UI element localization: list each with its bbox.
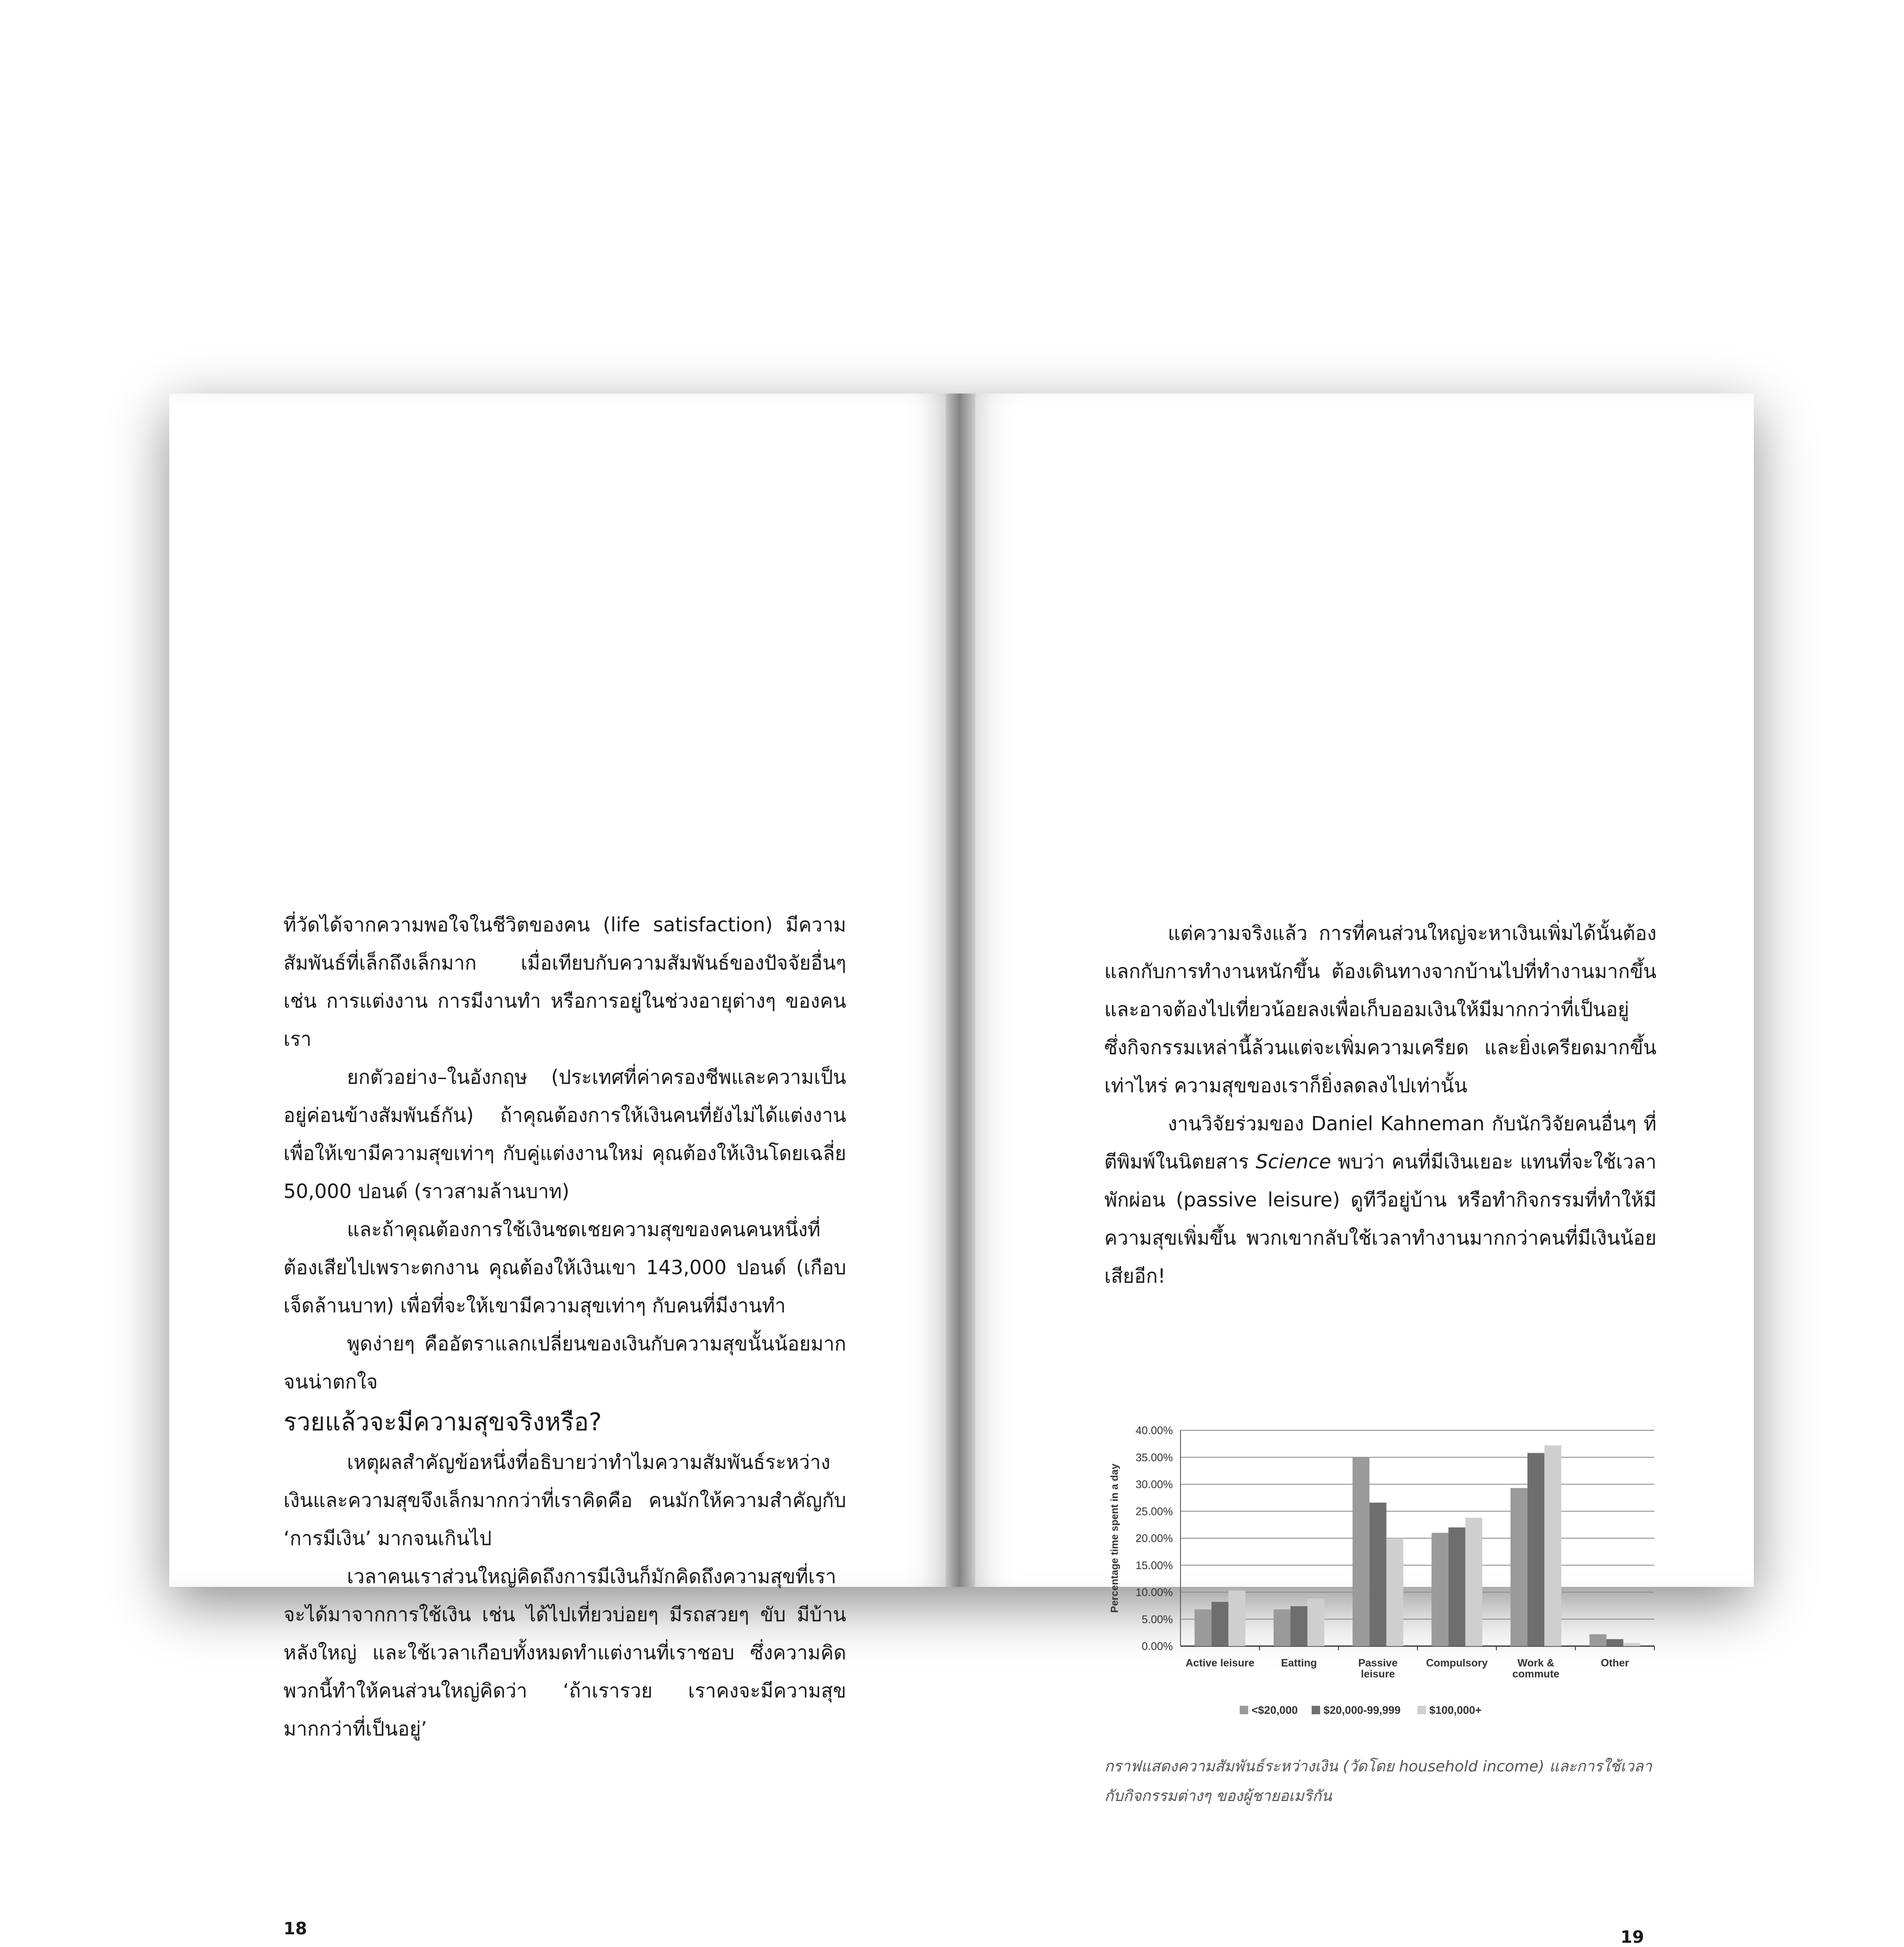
left-text-block: [283, 906, 846, 1748]
bar: [1511, 1488, 1527, 1646]
bar: [1290, 1606, 1307, 1646]
x-tick-label: Eatting: [1281, 1657, 1317, 1669]
x-tick-label: Other: [1601, 1657, 1629, 1669]
left-paragraph-3: และถ้าคุณต้องการใช้เงินชดเชยความสุขของคนคนหนึ่งที่ต้องเสียไปเพราะตกงาน คุณต้องให้เงินเขา 143,000 ปอนด์ (เกือบเจ็ดล้านบาท) เพื่อที่จะให้เขามีความสุขเท่าๆ กับคนที่มีงานทำ: [283, 1218, 846, 1317]
bar: [1194, 1609, 1211, 1646]
journal-name: Science: [1255, 1150, 1331, 1173]
x-tick-label: Work &: [1517, 1657, 1555, 1669]
bar: [1228, 1591, 1245, 1646]
y-axis-title: Percentage time spent in a day: [1109, 1463, 1120, 1613]
bar: [1544, 1446, 1561, 1646]
left-paragraph-5: เหตุผลสำคัญข้อหนึ่งที่อธิบายว่าทำไมความสัมพันธ์ระหว่างเงินและความสุขจึงเล็กมากกว่าที่เราคิดคือ คนมักให้ความสำคัญกับ ‘การมีเงิน’ มากจนเกินไป: [283, 1451, 846, 1550]
x-tick-label: Compulsory: [1426, 1657, 1488, 1669]
x-tick-label: commute: [1512, 1668, 1560, 1680]
bar: [1448, 1528, 1465, 1647]
right-paragraph-2: [1104, 1104, 1656, 1295]
legend-label: <$20,000: [1252, 1704, 1298, 1716]
bar: [1623, 1643, 1640, 1646]
bar: [1590, 1634, 1607, 1646]
y-tick-label: 35.00%: [1135, 1451, 1173, 1464]
bar-chart: [1104, 1422, 1663, 1727]
right-paragraph-2-part-1: งานวิจัยร่วมของ Daniel Kahneman กับนักวิจัยคนอื่นๆ ที่ตีพิมพ์ในนิตยสาร: [1104, 1112, 1656, 1173]
bar: [1211, 1602, 1228, 1646]
legend-swatch: [1240, 1706, 1248, 1714]
y-tick-label: 40.00%: [1135, 1424, 1173, 1437]
y-tick-label: 10.00%: [1135, 1586, 1173, 1599]
legend-swatch: [1417, 1706, 1426, 1714]
left-page: [169, 394, 960, 1939]
y-tick-label: 30.00%: [1135, 1478, 1173, 1491]
left-paragraph-6: เวลาคนเราส่วนใหญ่คิดถึงการมีเงินก็มักคิดถึงความสุขที่เราจะได้มาจากการใช้เงิน เช่น ได้ไปเที่ยวบ่อยๆ มีรถสวยๆ ขับ มีบ้านหลังใหญ่ และใช้เวลาเกือบทั้งหมดทำแต่งานที่เราชอบ ซึ่งความคิดพวกนี้ทำให้คนส่วนใหญ่คิดว่า ‘ถ้าเรารวย เราคงจะมีความสุขมากกว่าที่เป็นอยู่’: [283, 1565, 846, 1740]
x-tick-label: Active leisure: [1186, 1657, 1255, 1669]
right-paragraph-2-part-2: พบว่า คนที่มีเงินเยอะ แทนที่จะใช้เวลาพักผ่อน (passive leisure) ดูทีวีอยู่บ้าน หรือทำกิจกรรมที่ทำให้มีความสุขเพิ่มขึ้น พวกเขากลับใช้เวลาทำงานมากกว่าคนที่มีเงินน้อยเสียอีก!: [1104, 1150, 1656, 1287]
page-number-right: 19: [1621, 1928, 1644, 1947]
book-spine: [946, 394, 975, 1587]
x-tick-label: leisure: [1361, 1668, 1395, 1680]
bar: [1527, 1453, 1544, 1646]
y-tick-label: 20.00%: [1135, 1532, 1173, 1545]
right-paragraph-1: แต่ความจริงแล้ว การที่คนส่วนใหญ่จะหาเงินเพิ่มได้นั้นต้องแลกกับการทำงานหนักขึ้น ต้องเดินทางจากบ้านไปที่ทำงานมากขึ้น และอาจต้องไปเที่ยวน้อยลงเพื่อเก็บออมเงินให้มีมากกว่าที่เป็นอยู่ ซึ่งกิจกรรมเหล่านี้ล้วนแต่จะเพิ่มความเครียด และยิ่งเครียดมากขึ้นเท่าไหร่ ความสุขของเราก็ยิ่งลดลงไปเท่านั้น: [1104, 922, 1656, 1097]
legend-label: $20,000-99,999: [1323, 1704, 1401, 1716]
legend-label: $100,000+: [1429, 1704, 1482, 1716]
page-number-left: 18: [283, 1919, 307, 1939]
bar: [1370, 1503, 1387, 1646]
y-tick-label: 5.00%: [1142, 1613, 1173, 1626]
right-page: [960, 394, 1754, 1947]
section-heading: รวยแล้วจะมีความสุขจริงหรือ?: [283, 1407, 602, 1436]
bar: [1387, 1538, 1403, 1646]
x-tick-label: Passive: [1358, 1657, 1398, 1669]
left-paragraph-4: พูดง่ายๆ คืออัตราแลกเปลี่ยนของเงินกับความสุขนั้นน้อยมากจนน่าตกใจ: [283, 1332, 846, 1393]
left-paragraph-1: ที่วัดได้จากความพอใจในชีวิตของคน (life satisfaction) มีความสัมพันธ์ที่เล็กถึงเล็กมาก เมื่อเทียบกับความสัมพันธ์ของปัจจัยอื่นๆ เช่น การแต่งงาน การมีงานทำ หรือการอยู่ในช่วงอายุต่างๆ ของคนเรา: [283, 913, 846, 1050]
bar: [1353, 1457, 1370, 1646]
left-paragraph-2: ยกตัวอย่าง–ในอังกฤษ (ประเทศที่ค่าครองชีพและความเป็นอยู่ค่อนข้างสัมพันธ์กัน) ถ้าคุณต้องการให้เงินคนที่ยังไม่ได้แต่งงานเพื่อให้เขามีความสุขเท่าๆ กับคู่แต่งงานใหม่ คุณต้องให้เงินโดยเฉลี่ย 50,000 ปอนด์ (ราวสามล้านบาท): [283, 1066, 846, 1203]
bar: [1274, 1609, 1290, 1646]
chart-caption: กราฟแสดงความสัมพันธ์ระหว่างเงิน (วัดโดย household income) และการใช้เวลากับกิจกรรมต่างๆ ของผู้ชายอเมริกัน: [1104, 1758, 1652, 1805]
legend-swatch: [1312, 1706, 1320, 1714]
bar: [1307, 1599, 1324, 1646]
bar: [1431, 1533, 1448, 1646]
right-text-block: [1104, 914, 1656, 1295]
y-tick-label: 15.00%: [1135, 1559, 1173, 1572]
bar: [1607, 1639, 1623, 1646]
y-tick-label: 25.00%: [1135, 1505, 1173, 1518]
bar-chart-svg: [1104, 1422, 1663, 1727]
y-tick-label: 0.00%: [1142, 1640, 1173, 1652]
bar: [1465, 1518, 1482, 1646]
